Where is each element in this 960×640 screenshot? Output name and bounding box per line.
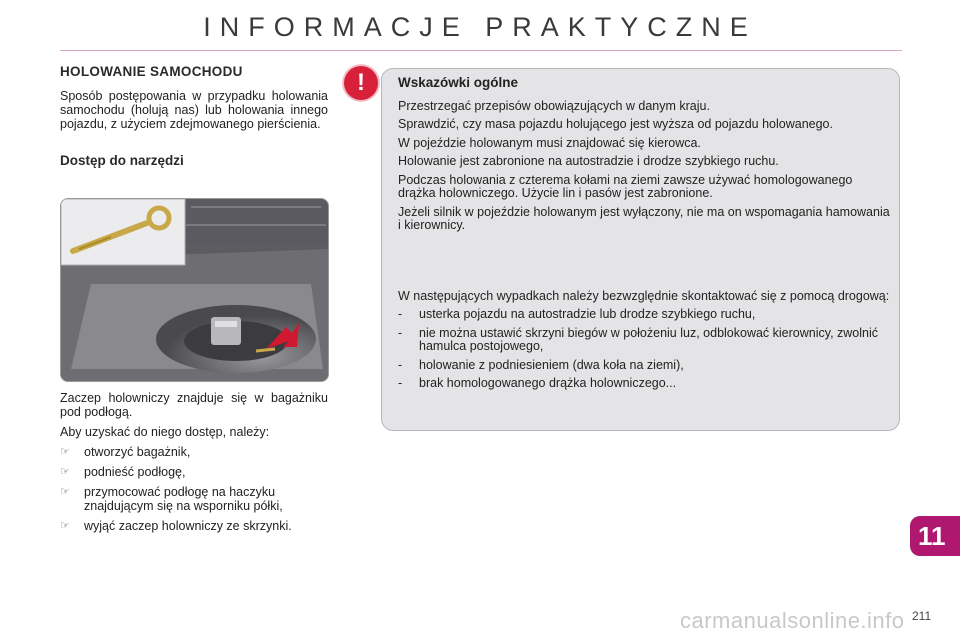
warning-list: [398, 308, 893, 391]
warning-box: [381, 68, 900, 431]
watermark: carmanualsonline.info: [680, 608, 905, 633]
spacer: [398, 238, 893, 290]
list-item: ☞ podnieść podłogę,: [60, 465, 186, 479]
chapter-tab[interactable]: 11: [910, 516, 960, 556]
warning-paragraph: Sprawdzić, czy masa pojazdu holującego jest wyższa od pojazdu holowanego.: [398, 117, 833, 131]
subsection-title: Dostęp do narzędzi: [60, 153, 184, 168]
warning-paragraph: W pojeździe holowanym musi znajdować się kierowca.: [398, 135, 701, 150]
trunk-tow-ring-photo: [60, 198, 329, 382]
pointing-hand-icon: ☞: [60, 520, 70, 532]
warning-list-intro: W następujących wypadkach należy bezwzględnie skontaktować się z pomocą drogową:: [398, 288, 890, 303]
exclamation-icon: !: [344, 66, 378, 100]
list-item: - usterka pojazdu na autostradzie lub drodze szybkiego ruchu,: [398, 307, 756, 321]
list-item: ☞ wyjąć zaczep holowniczy ze skrzynki.: [60, 519, 292, 533]
intro-text: Sposób postępowania w przypadku holowania samochodu (holują nas) lub holowania innego pojazdu, z użyciem zdejmowanego pierścienia.: [60, 89, 328, 131]
tow-ring-location-text: Zaczep holowniczy znajduje się w bagażniku pod podłogą.: [60, 391, 328, 419]
list-item: ☞ przymocować podłogę na haczyku znajdującym się na wsporniku półki,: [60, 485, 283, 513]
pointing-hand-icon: ☞: [60, 466, 70, 478]
pointing-hand-icon: ☞: [60, 486, 70, 498]
page-header-title: INFORMACJE PRAKTYCZNE: [203, 12, 757, 42]
page-number: 211: [912, 609, 932, 623]
warning-paragraph: Podczas holowania z czterema kołami na ziemi zawsze używać homologowanego drążka holowniczego. Użycie lin i pasów jest zabronione.: [398, 172, 853, 200]
section-title: HOLOWANIE SAMOCHODU: [60, 64, 243, 79]
left-column: [60, 64, 328, 178]
pointing-hand-icon: ☞: [60, 446, 70, 458]
list-item: - brak homologowanego drążka holowniczego...: [398, 376, 677, 390]
header-divider: [60, 50, 902, 51]
warning-paragraph: Przestrzegać przepisów obowiązujących w danym kraju.: [398, 98, 710, 113]
list-item: - nie można ustawić skrzyni biegów w położeniu luz, odblokować kierownicy, zwolnić hamulca postojowego,: [398, 325, 879, 353]
warning-paragraph: Holowanie jest zabronione na autostradzie i drodze szybkiego ruchu.: [398, 154, 779, 168]
list-item: - holowanie z podniesieniem (dwa koła na ziemi),: [398, 357, 684, 372]
access-intro-text: Aby uzyskać do niego dostęp, należy:: [60, 425, 270, 439]
access-instructions: [60, 391, 328, 539]
warning-paragraph: Jeżeli silnik w pojeździe holowanym jest wyłączony, nie ma on wspomagania hamowania i kierownicy.: [398, 204, 890, 232]
steps-list: [60, 445, 328, 533]
warning-title: Wskazówki ogólne: [398, 75, 519, 90]
list-item: ☞ otworzyć bagażnik,: [60, 445, 191, 459]
